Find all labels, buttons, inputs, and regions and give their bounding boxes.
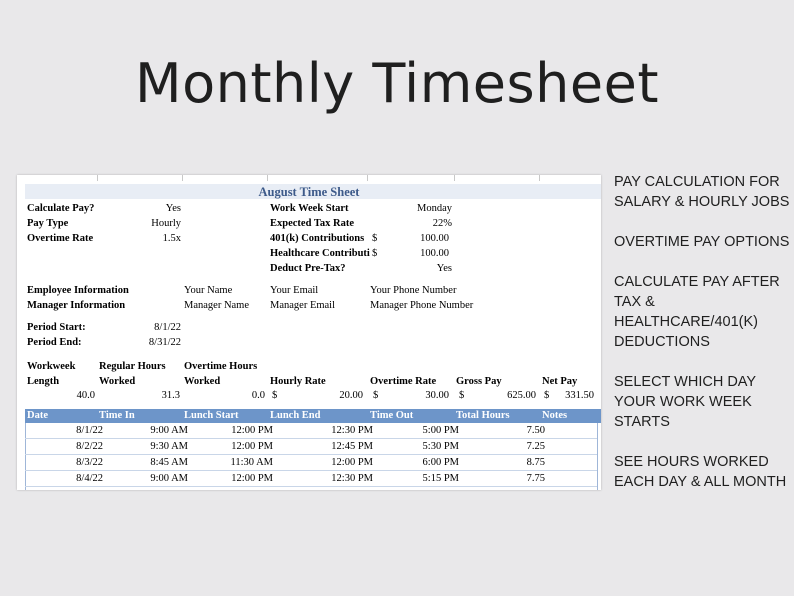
- deduct-pretax-value[interactable]: Yes: [436, 263, 452, 274]
- cell-date[interactable]: 8/1/22: [76, 425, 103, 436]
- column-header-lunch-end[interactable]: Lunch End: [270, 410, 321, 421]
- table-row[interactable]: [25, 471, 597, 487]
- net-pay-value: 331.50: [565, 390, 594, 401]
- feature-item: PAY CALCULATION FOR SALARY & HOURLY JOBS: [614, 174, 790, 210]
- column-header-time-in[interactable]: Time In: [99, 410, 135, 421]
- cell-lunch-start[interactable]: 11:30 AM: [230, 457, 273, 468]
- sheet-title: August Time Sheet: [258, 185, 360, 199]
- table-row[interactable]: [25, 455, 597, 471]
- work-week-start-label: Work Week Start: [270, 203, 349, 214]
- expected-tax-rate-label: Expected Tax Rate: [270, 218, 354, 229]
- column-header-date[interactable]: Date: [27, 410, 48, 421]
- period-end-label: Period End:: [27, 337, 82, 348]
- cell-time-in[interactable]: 9:30 AM: [150, 441, 188, 452]
- cell-total-hours: 7.50: [526, 425, 545, 436]
- cell-time-in[interactable]: 8:45 AM: [150, 457, 188, 468]
- manager-name[interactable]: Manager Name: [184, 300, 250, 311]
- expected-tax-rate-value[interactable]: 22%: [432, 218, 452, 229]
- cell-lunch-start[interactable]: 12:00 PM: [231, 473, 273, 484]
- overtime-hours-value: 0.0: [251, 390, 265, 401]
- timesheet-table-header: [25, 409, 601, 423]
- table-row[interactable]: [25, 439, 597, 455]
- overtime-rate-currency: $: [373, 390, 379, 401]
- gross-pay-value: 625.00: [507, 390, 536, 401]
- workweek-header-top: Workweek: [27, 361, 76, 372]
- hourly-rate-currency: $: [272, 390, 278, 401]
- cell-time-out[interactable]: 6:00 PM: [422, 457, 459, 468]
- net-pay-currency: $: [544, 390, 550, 401]
- employee-name[interactable]: Your Name: [184, 285, 233, 296]
- period-end-value[interactable]: 8/31/22: [148, 337, 181, 348]
- 401k-contributions-label: 401(k) Contributions: [270, 233, 365, 244]
- cell-date[interactable]: 8/2/22: [76, 441, 103, 452]
- cell-total-hours: 7.75: [526, 473, 545, 484]
- calculate-pay-value[interactable]: Yes: [165, 203, 181, 214]
- feature-list: [614, 172, 794, 512]
- overtime-hours-header-bottom: Worked: [184, 376, 221, 387]
- cell-total-hours: 7.25: [526, 441, 545, 452]
- manager-email[interactable]: Manager Email: [270, 300, 336, 311]
- overtime-hours-header-top: Overtime Hours: [184, 361, 258, 372]
- gridline: [539, 175, 540, 181]
- workweek-value: 40.0: [76, 390, 95, 401]
- net-pay-header: Net Pay: [542, 376, 578, 387]
- cell-time-in[interactable]: 9:00 AM: [150, 473, 188, 484]
- work-week-start-value[interactable]: Monday: [417, 203, 452, 214]
- regular-hours-header-top: Regular Hours: [99, 361, 166, 372]
- cell-date[interactable]: 8/3/22: [76, 457, 103, 468]
- overtime-rate-value[interactable]: 1.5x: [162, 233, 181, 244]
- gross-pay-header: Gross Pay: [456, 376, 502, 387]
- manager-info-label: Manager Information: [27, 300, 126, 311]
- overtime-rate-label: Overtime Rate: [27, 233, 94, 244]
- cell-lunch-end[interactable]: 12:00 PM: [331, 457, 373, 468]
- column-header-time-out[interactable]: Time Out: [370, 410, 414, 421]
- deduct-pretax-label: Deduct Pre-Tax?: [270, 263, 346, 274]
- cell-lunch-end[interactable]: 12:30 PM: [331, 425, 373, 436]
- page-title: Monthly Timesheet: [134, 52, 659, 115]
- calculate-pay-label: Calculate Pay?: [27, 203, 95, 214]
- cell-lunch-end[interactable]: 12:45 PM: [331, 441, 373, 452]
- hourly-rate-value[interactable]: 20.00: [339, 390, 363, 401]
- gridline: [182, 175, 183, 181]
- 401k-contributions-value[interactable]: 100.00: [420, 233, 449, 244]
- workweek-header-bottom: Length: [27, 376, 60, 387]
- cell-total-hours: 8.75: [526, 457, 545, 468]
- manager-phone[interactable]: Manager Phone Number: [370, 300, 474, 311]
- gridline: [97, 175, 98, 181]
- overtime-rate-amount: 30.00: [425, 390, 449, 401]
- regular-hours-value: 31.3: [161, 390, 180, 401]
- healthcare-currency: $: [372, 248, 378, 259]
- employee-phone[interactable]: Your Phone Number: [370, 285, 457, 296]
- healthcare-contributions-label: Healthcare Contributi: [270, 248, 370, 259]
- cell-time-out[interactable]: 5:30 PM: [422, 441, 459, 452]
- cell-lunch-start[interactable]: 12:00 PM: [231, 425, 273, 436]
- column-header-notes[interactable]: Notes: [542, 410, 568, 421]
- spreadsheet[interactable]: [17, 175, 601, 490]
- pay-type-value[interactable]: Hourly: [151, 218, 181, 229]
- 401k-currency: $: [372, 233, 378, 244]
- cell-lunch-start[interactable]: 12:00 PM: [231, 441, 273, 452]
- gross-pay-currency: $: [459, 390, 465, 401]
- column-header-total-hours[interactable]: Total Hours: [456, 410, 510, 421]
- gridline: [267, 175, 268, 181]
- period-start-value[interactable]: 8/1/22: [154, 322, 181, 333]
- feature-item: SEE HOURS WORKED EACH DAY & ALL MONTH: [614, 454, 787, 490]
- cell-date[interactable]: 8/4/22: [76, 473, 103, 484]
- employee-info-label: Employee Information: [27, 285, 129, 296]
- cell-time-out[interactable]: 5:00 PM: [422, 425, 459, 436]
- healthcare-contributions-value[interactable]: 100.00: [420, 248, 449, 259]
- feature-item: OVERTIME PAY OPTIONS: [614, 234, 790, 250]
- regular-hours-header-bottom: Worked: [99, 376, 136, 387]
- cell-time-in[interactable]: 9:00 AM: [150, 425, 188, 436]
- feature-item: CALCULATE PAY AFTER TAX & HEALTHCARE/401(K) DEDUCTIONS: [614, 274, 780, 350]
- table-row[interactable]: [25, 423, 597, 439]
- cell-time-out[interactable]: 5:15 PM: [422, 473, 459, 484]
- table-border-right: [597, 423, 598, 490]
- period-start-label: Period Start:: [27, 322, 86, 333]
- feature-item: SELECT WHICH DAY YOUR WORK WEEK STARTS: [614, 374, 756, 430]
- gridline: [454, 175, 455, 181]
- cell-lunch-end[interactable]: 12:30 PM: [331, 473, 373, 484]
- overtime-rate-header: Overtime Rate: [370, 376, 437, 387]
- pay-type-label: Pay Type: [27, 218, 69, 229]
- column-header-lunch-start[interactable]: Lunch Start: [184, 410, 239, 421]
- employee-email[interactable]: Your Email: [270, 285, 319, 296]
- hourly-rate-header: Hourly Rate: [270, 376, 326, 387]
- gridline: [367, 175, 368, 181]
